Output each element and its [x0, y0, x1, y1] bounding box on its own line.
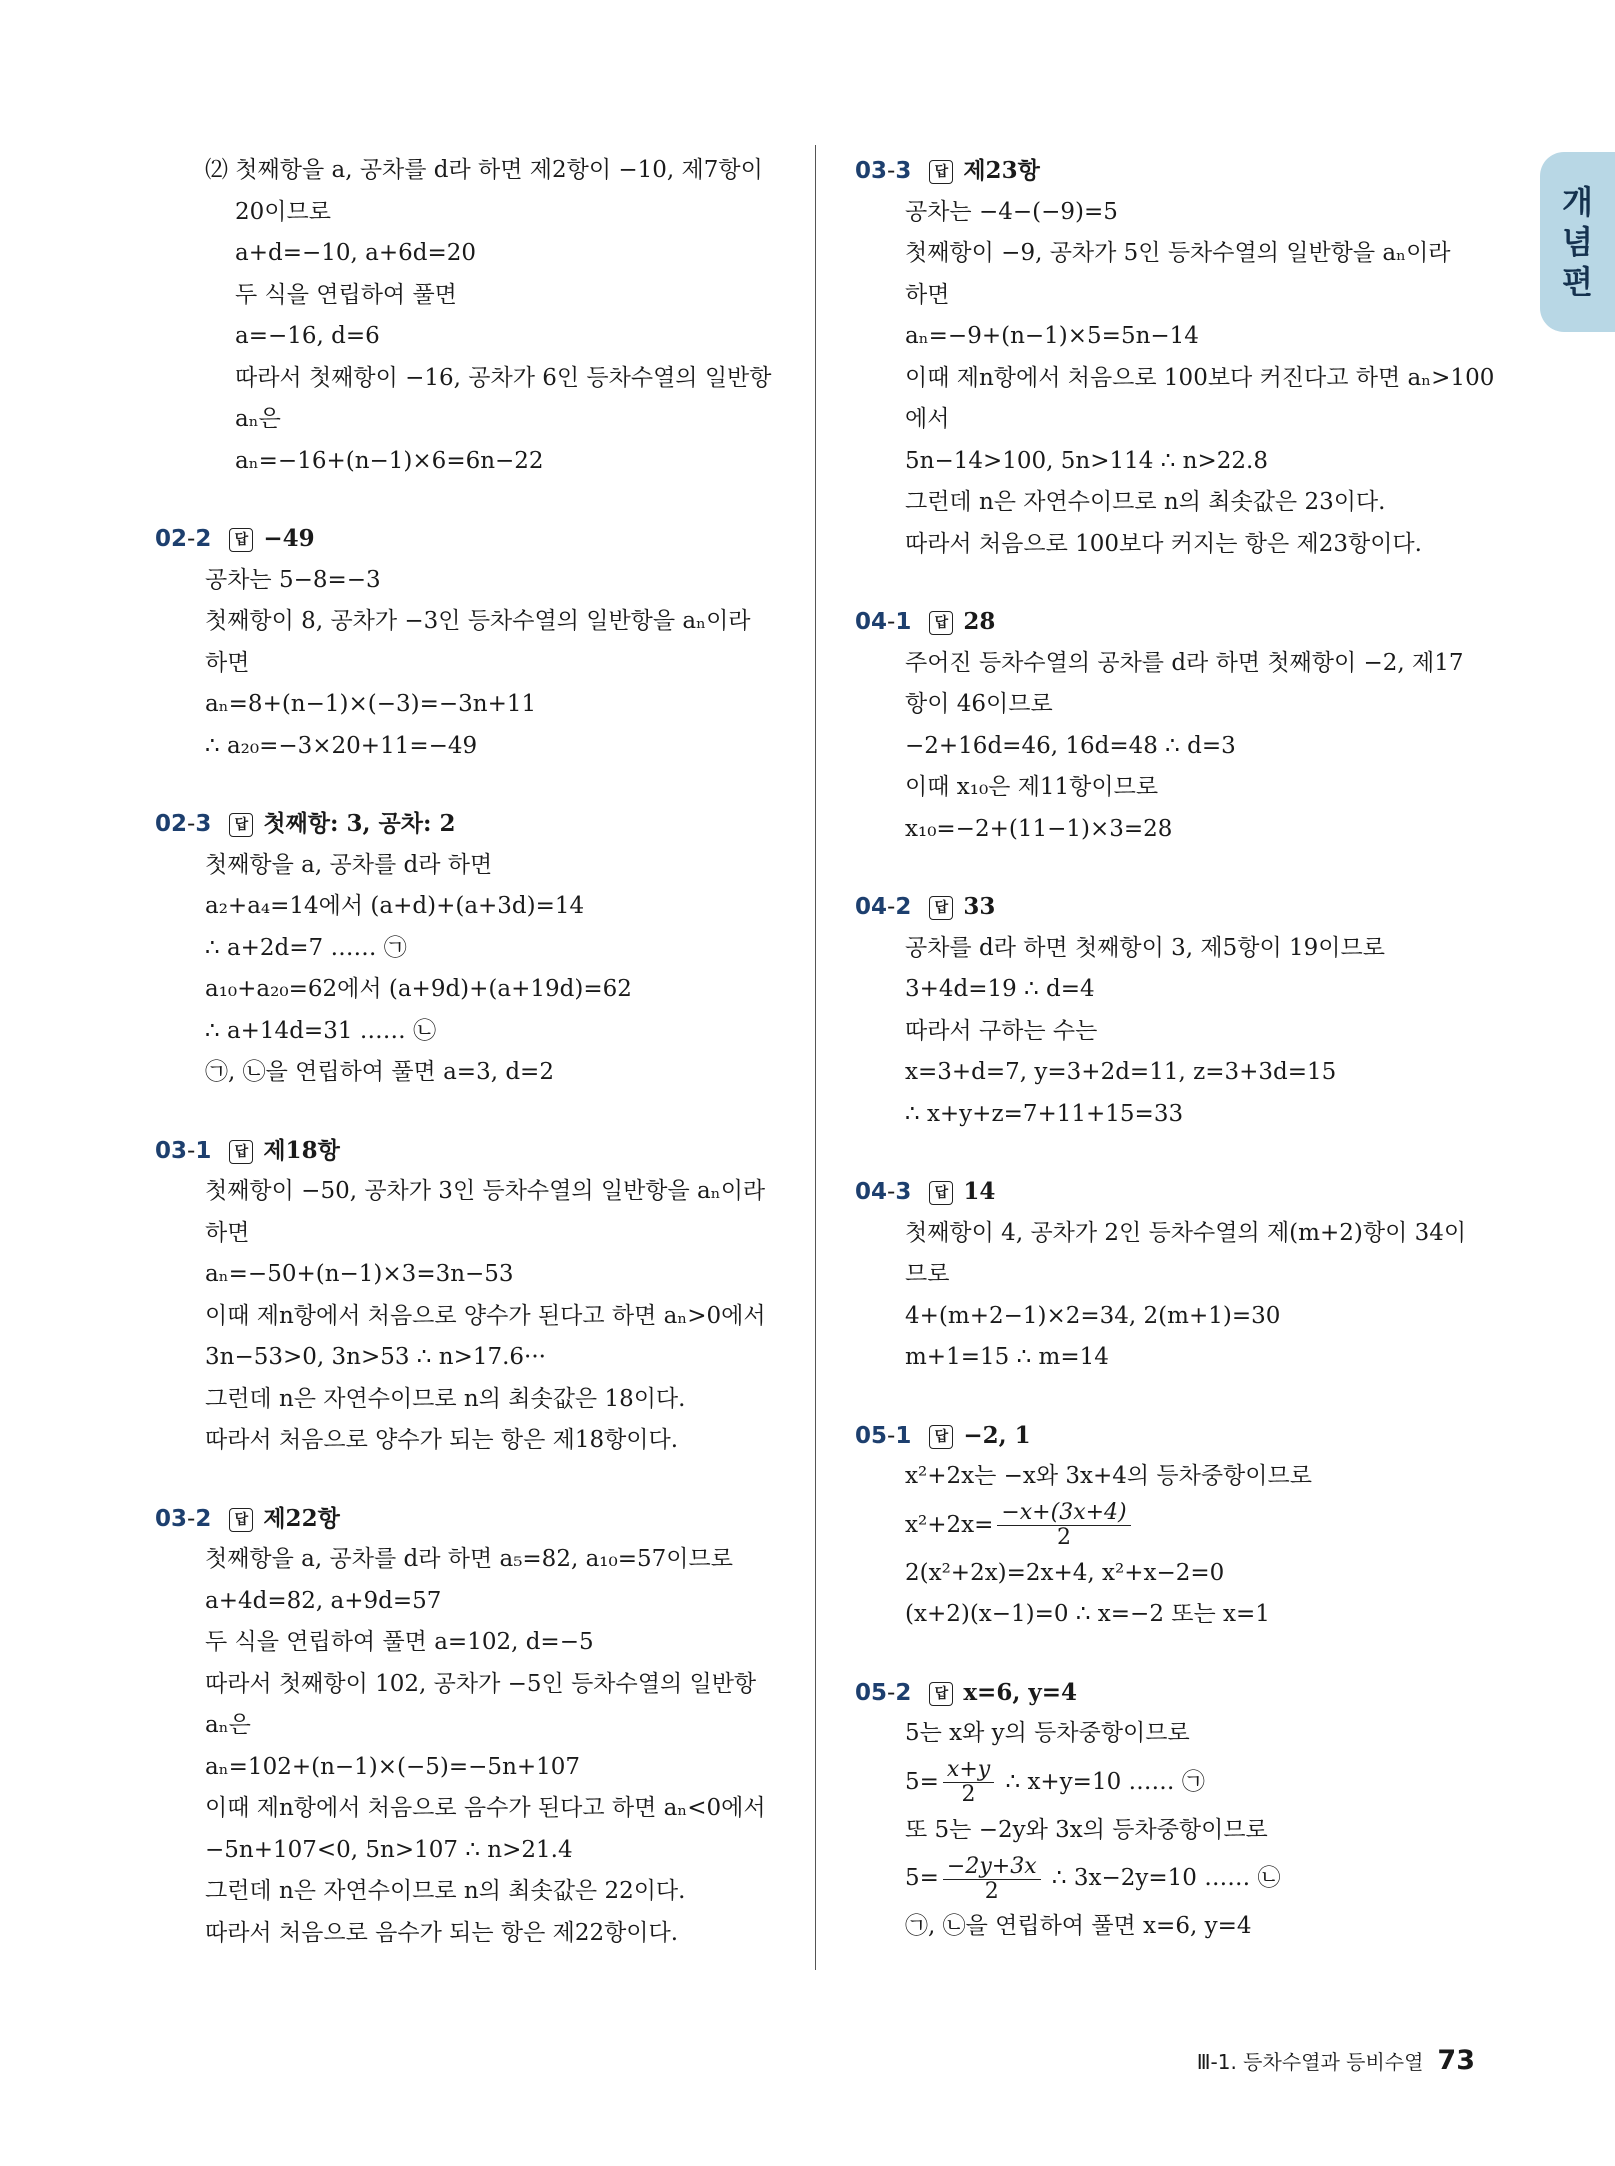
problem-number	[855, 894, 911, 920]
text-line: 이때 x₁₀은 제11항이므로	[905, 774, 1159, 800]
page-footer	[1197, 2045, 1475, 2076]
text-line: ∴ a+2d=7 …… ㉠	[205, 934, 407, 961]
text-line: 20이므로	[235, 198, 331, 225]
text-line: −5n+107<0, 5n>107 ∴ n>21.4	[205, 1836, 573, 1863]
text-line: 2(x²+2x)=2x+4, x²+x−2=0	[905, 1559, 1225, 1586]
text-line: 따라서 처음으로 양수가 되는 항은 제18항이다.	[205, 1427, 679, 1453]
problem-number-dash: -	[887, 158, 896, 184]
problem-number-sub: 2	[195, 1505, 212, 1532]
fraction-line	[855, 1851, 1475, 1906]
text-line: 4+(m+2−1)×2=34, 2(m+1)=30	[905, 1302, 1281, 1329]
text-line: aₙ은	[205, 1712, 251, 1738]
text-line: aₙ=−9+(n−1)×5=5n−14	[905, 323, 1199, 349]
side-tab-char: 념	[1562, 223, 1593, 261]
problem-number-main: 03	[855, 158, 888, 184]
fraction-denominator: 2	[984, 1878, 999, 1904]
problem-number-sub: 1	[195, 1137, 212, 1164]
text-line: 이때 제n항에서 처음으로 양수가 된다고 하면 aₙ>0에서	[205, 1302, 766, 1329]
problem-heading	[155, 1498, 775, 1540]
text-line: 공차는 −4−(−9)=5	[905, 198, 1118, 225]
problem-number	[855, 609, 911, 635]
text-line: aₙ=−16+(n−1)×6=6n−22	[235, 447, 544, 474]
text-line: 그런데 n은 자연수이므로 n의 최솟값은 23이다.	[905, 489, 1386, 515]
fraction-line	[855, 1755, 1475, 1810]
problem-number-sub: 2	[895, 894, 912, 920]
answer-text: −2, 1	[963, 1421, 1031, 1449]
text-line: 3+4d=19 ∴ d=4	[905, 976, 1095, 1002]
text-line: 따라서 처음으로 음수가 되는 항은 제22항이다.	[205, 1919, 679, 1946]
problem-number-main: 02	[155, 526, 188, 552]
footer-chapter: Ⅲ-1. 등차수열과 등비수열	[1196, 2050, 1424, 2074]
column-divider	[815, 145, 816, 1970]
section-gap	[155, 767, 775, 803]
text-line: 첫째항이 8, 공차가 −3인 등차수열의 일반항을 aₙ이라	[205, 608, 751, 634]
side-tab-concept	[1540, 152, 1615, 332]
text-line: 공차를 d라 하면 첫째항이 3, 제5항이 19이므로	[905, 934, 1385, 961]
problem-number-main: 04	[855, 1179, 888, 1205]
answer-icon: 답	[929, 160, 953, 184]
text-line: 하면	[905, 281, 950, 308]
text-line: 항이 46이므로	[905, 691, 1053, 717]
text-line: 주어진 등차수열의 공차를 d라 하면 첫째항이 −2, 제17	[905, 649, 1464, 676]
problem-number-dash: -	[187, 1505, 196, 1532]
problem-number	[855, 158, 911, 184]
section-gap	[855, 850, 1475, 886]
answer-icon: 답	[929, 896, 953, 920]
text-line: ⑵ 첫째항을 a, 공차를 d라 하면 제2항이 −10, 제7항이	[205, 157, 763, 183]
text-line: 첫째항을 a, 공차를 d라 하면 a₅=82, a₁₀=57이므로	[205, 1546, 733, 1572]
text-line: a+4d=82, a+9d=57	[205, 1587, 442, 1614]
right-column	[855, 150, 1495, 1948]
fraction	[943, 1855, 1041, 1904]
problem-number-dash: -	[887, 1679, 896, 1706]
problem-number-dash: -	[887, 1422, 896, 1449]
text-line: aₙ=8+(n−1)×(−3)=−3n+11	[205, 691, 537, 717]
text-line: x²+2x는 −x와 3x+4의 등차중항이므로	[905, 1463, 1312, 1489]
text-line: ㉠, ㉡을 연립하여 풀면 a=3, d=2	[205, 1059, 554, 1085]
problem-number-main: 04	[855, 609, 888, 635]
answer-text: 33	[963, 893, 996, 920]
text-line: 이때 제n항에서 처음으로 음수가 된다고 하면 aₙ<0에서	[205, 1795, 766, 1821]
problem-number-sub: 3	[895, 1179, 912, 1205]
fraction	[997, 1501, 1130, 1550]
text-line: a+d=−10, a+6d=20	[235, 240, 477, 266]
problem-heading	[855, 1415, 1475, 1457]
text-line: −2+16d=46, 16d=48 ∴ d=3	[905, 732, 1236, 759]
fraction	[943, 1758, 994, 1807]
answer-icon: 답	[229, 1508, 253, 1532]
problem-number-dash: -	[887, 894, 896, 920]
fraction-numerator: −x+(3x+4)	[997, 1501, 1130, 1526]
problem-number-main: 02	[155, 811, 188, 837]
problem-number	[855, 1423, 911, 1449]
answer-text: 제23항	[963, 157, 1040, 184]
section-gap	[155, 1462, 775, 1498]
answer-text: 제22항	[263, 1504, 340, 1532]
answer-icon: 답	[929, 1425, 953, 1449]
problem-number-sub: 2	[195, 526, 212, 552]
problem-number-sub: 3	[895, 158, 912, 184]
side-tab-char: 개	[1562, 183, 1593, 221]
text-line: aₙ은	[235, 406, 281, 432]
section-gap	[155, 1094, 775, 1130]
problem-number	[155, 1506, 211, 1532]
left-column	[155, 150, 775, 1954]
text-line: 또 5는 −2y와 3x의 등차중항이므로	[905, 1816, 1268, 1843]
text-line: x=3+d=7, y=3+2d=11, z=3+3d=15	[905, 1059, 1337, 1085]
answer-icon: 답	[929, 1682, 953, 1706]
fraction-numerator: −2y+3x	[943, 1855, 1041, 1880]
problem-number	[855, 1680, 911, 1706]
text-line: 첫째항이 −50, 공차가 3인 등차수열의 일반항을 aₙ이라	[205, 1178, 766, 1204]
text-line: a₂+a₄=14에서 (a+d)+(a+3d)=14	[205, 893, 585, 919]
text-line: ∴ x+y+z=7+11+15=33	[905, 1100, 1184, 1127]
text-line: 그런데 n은 자연수이므로 n의 최솟값은 22이다.	[205, 1878, 686, 1904]
answer-icon: 답	[929, 1181, 953, 1205]
fraction-suffix: ∴ 3x−2y=10 …… ㉡	[1044, 1865, 1281, 1891]
answer-text: x=6, y=4	[963, 1678, 1077, 1706]
answer-text: 14	[963, 1178, 996, 1205]
text-line: aₙ=102+(n−1)×(−5)=−5n+107	[205, 1753, 581, 1780]
problem-heading	[855, 1171, 1475, 1213]
text-line: x₁₀=−2+(11−1)×3=28	[905, 815, 1173, 842]
text-line: 에서	[905, 406, 950, 432]
text-line: 첫째항이 4, 공차가 2인 등차수열의 제(m+2)항이 34이	[905, 1219, 1467, 1246]
fraction-prefix: 5=	[905, 1865, 939, 1891]
text-line: (x+2)(x−1)=0 ∴ x=−2 또는 x=1	[905, 1601, 1270, 1627]
section-gap	[855, 1379, 1475, 1415]
problem-heading	[855, 1672, 1475, 1714]
answer-icon: 답	[229, 1140, 253, 1164]
problem-number-dash: -	[187, 526, 196, 552]
problem-number-main: 04	[855, 894, 888, 920]
problem-number-dash: -	[887, 609, 896, 635]
answer-icon: 답	[929, 611, 953, 635]
problem-number-sub: 1	[895, 1422, 912, 1449]
fraction-prefix: 5=	[905, 1768, 939, 1795]
problem-number	[155, 526, 211, 552]
problem-number	[855, 1179, 911, 1205]
problem-heading	[855, 601, 1475, 643]
text-line: 하면	[205, 1219, 250, 1246]
text-line: ∴ a+14d=31 …… ㉡	[205, 1017, 437, 1044]
text-line: 므로	[905, 1261, 950, 1287]
problem-number	[155, 1138, 211, 1164]
text-line: 따라서 구하는 수는	[905, 1017, 1098, 1044]
side-tab-char: 편	[1562, 263, 1593, 301]
text-line: ㉠, ㉡을 연립하여 풀면 x=6, y=4	[905, 1913, 1252, 1939]
text-line: 이때 제n항에서 처음으로 100보다 커진다고 하면 aₙ>100	[905, 364, 1495, 391]
problem-heading	[155, 1130, 775, 1172]
text-line: 첫째항이 −9, 공차가 5인 등차수열의 일반항을 aₙ이라	[905, 240, 1451, 266]
text-line: ∴ a₂₀=−3×20+11=−49	[205, 732, 478, 759]
text-line: 따라서 첫째항이 −16, 공차가 6인 등차수열의 일반항	[235, 364, 772, 391]
problem-heading	[855, 150, 1475, 192]
problem-heading	[155, 803, 775, 845]
problem-number-sub: 3	[195, 811, 212, 837]
problem-number	[155, 811, 211, 837]
fraction-numerator: x+y	[943, 1758, 994, 1783]
fraction-prefix: x²+2x=	[905, 1511, 994, 1538]
problem-heading	[155, 518, 775, 560]
answer-text: −49	[263, 525, 315, 552]
text-line: 두 식을 연립하여 풀면	[235, 281, 457, 308]
text-line: m+1=15 ∴ m=14	[905, 1344, 1109, 1370]
problem-number-sub: 1	[895, 609, 912, 635]
answer-icon: 답	[229, 813, 253, 837]
problem-number-main: 05	[855, 1679, 888, 1706]
problem-heading	[855, 886, 1475, 928]
fraction-denominator: 2	[1056, 1525, 1071, 1550]
answer-text: 첫째항: 3, 공차: 2	[263, 810, 456, 837]
problem-number-sub: 2	[895, 1679, 912, 1706]
answer-icon: 답	[229, 528, 253, 552]
problem-number-main: 05	[855, 1422, 888, 1449]
text-line: 그런데 n은 자연수이므로 n의 최솟값은 18이다.	[205, 1385, 686, 1412]
text-line: a₁₀+a₂₀=62에서 (a+9d)+(a+19d)=62	[205, 976, 632, 1002]
text-line: 5는 x와 y의 등차중항이므로	[905, 1720, 1190, 1746]
text-line: 하면	[205, 649, 250, 676]
answer-text: 28	[963, 608, 996, 635]
fraction-line	[855, 1498, 1475, 1553]
text-line: aₙ=−50+(n−1)×3=3n−53	[205, 1261, 514, 1287]
problem-number-main: 03	[155, 1137, 188, 1164]
text-line: 두 식을 연립하여 풀면 a=102, d=−5	[205, 1629, 594, 1655]
text-line: 3n−53>0, 3n>53 ∴ n>17.6···	[205, 1344, 546, 1370]
text-line: 따라서 처음으로 100보다 커지는 항은 제23항이다.	[905, 530, 1422, 557]
section-gap	[855, 565, 1475, 601]
fraction-denominator: 2	[961, 1782, 976, 1807]
text-line: 따라서 첫째항이 102, 공차가 −5인 등차수열의 일반항	[205, 1670, 757, 1697]
problem-number-dash: -	[887, 1179, 896, 1205]
text-line: 5n−14>100, 5n>114 ∴ n>22.8	[905, 447, 1268, 474]
answer-text: 제18항	[263, 1136, 340, 1164]
section-gap	[855, 1135, 1475, 1171]
section-gap	[155, 482, 775, 518]
fraction-suffix: ∴ x+y=10 …… ㉠	[998, 1768, 1205, 1795]
text-line: a=−16, d=6	[235, 323, 380, 349]
problem-number-main: 03	[155, 1505, 188, 1532]
text-line: 공차는 5−8=−3	[205, 566, 381, 593]
page-number: 73	[1437, 2045, 1475, 2076]
section-gap	[855, 1636, 1475, 1672]
problem-number-dash: -	[187, 1137, 196, 1164]
text-line: 첫째항을 a, 공차를 d라 하면	[205, 851, 493, 878]
problem-number-dash: -	[187, 811, 196, 837]
